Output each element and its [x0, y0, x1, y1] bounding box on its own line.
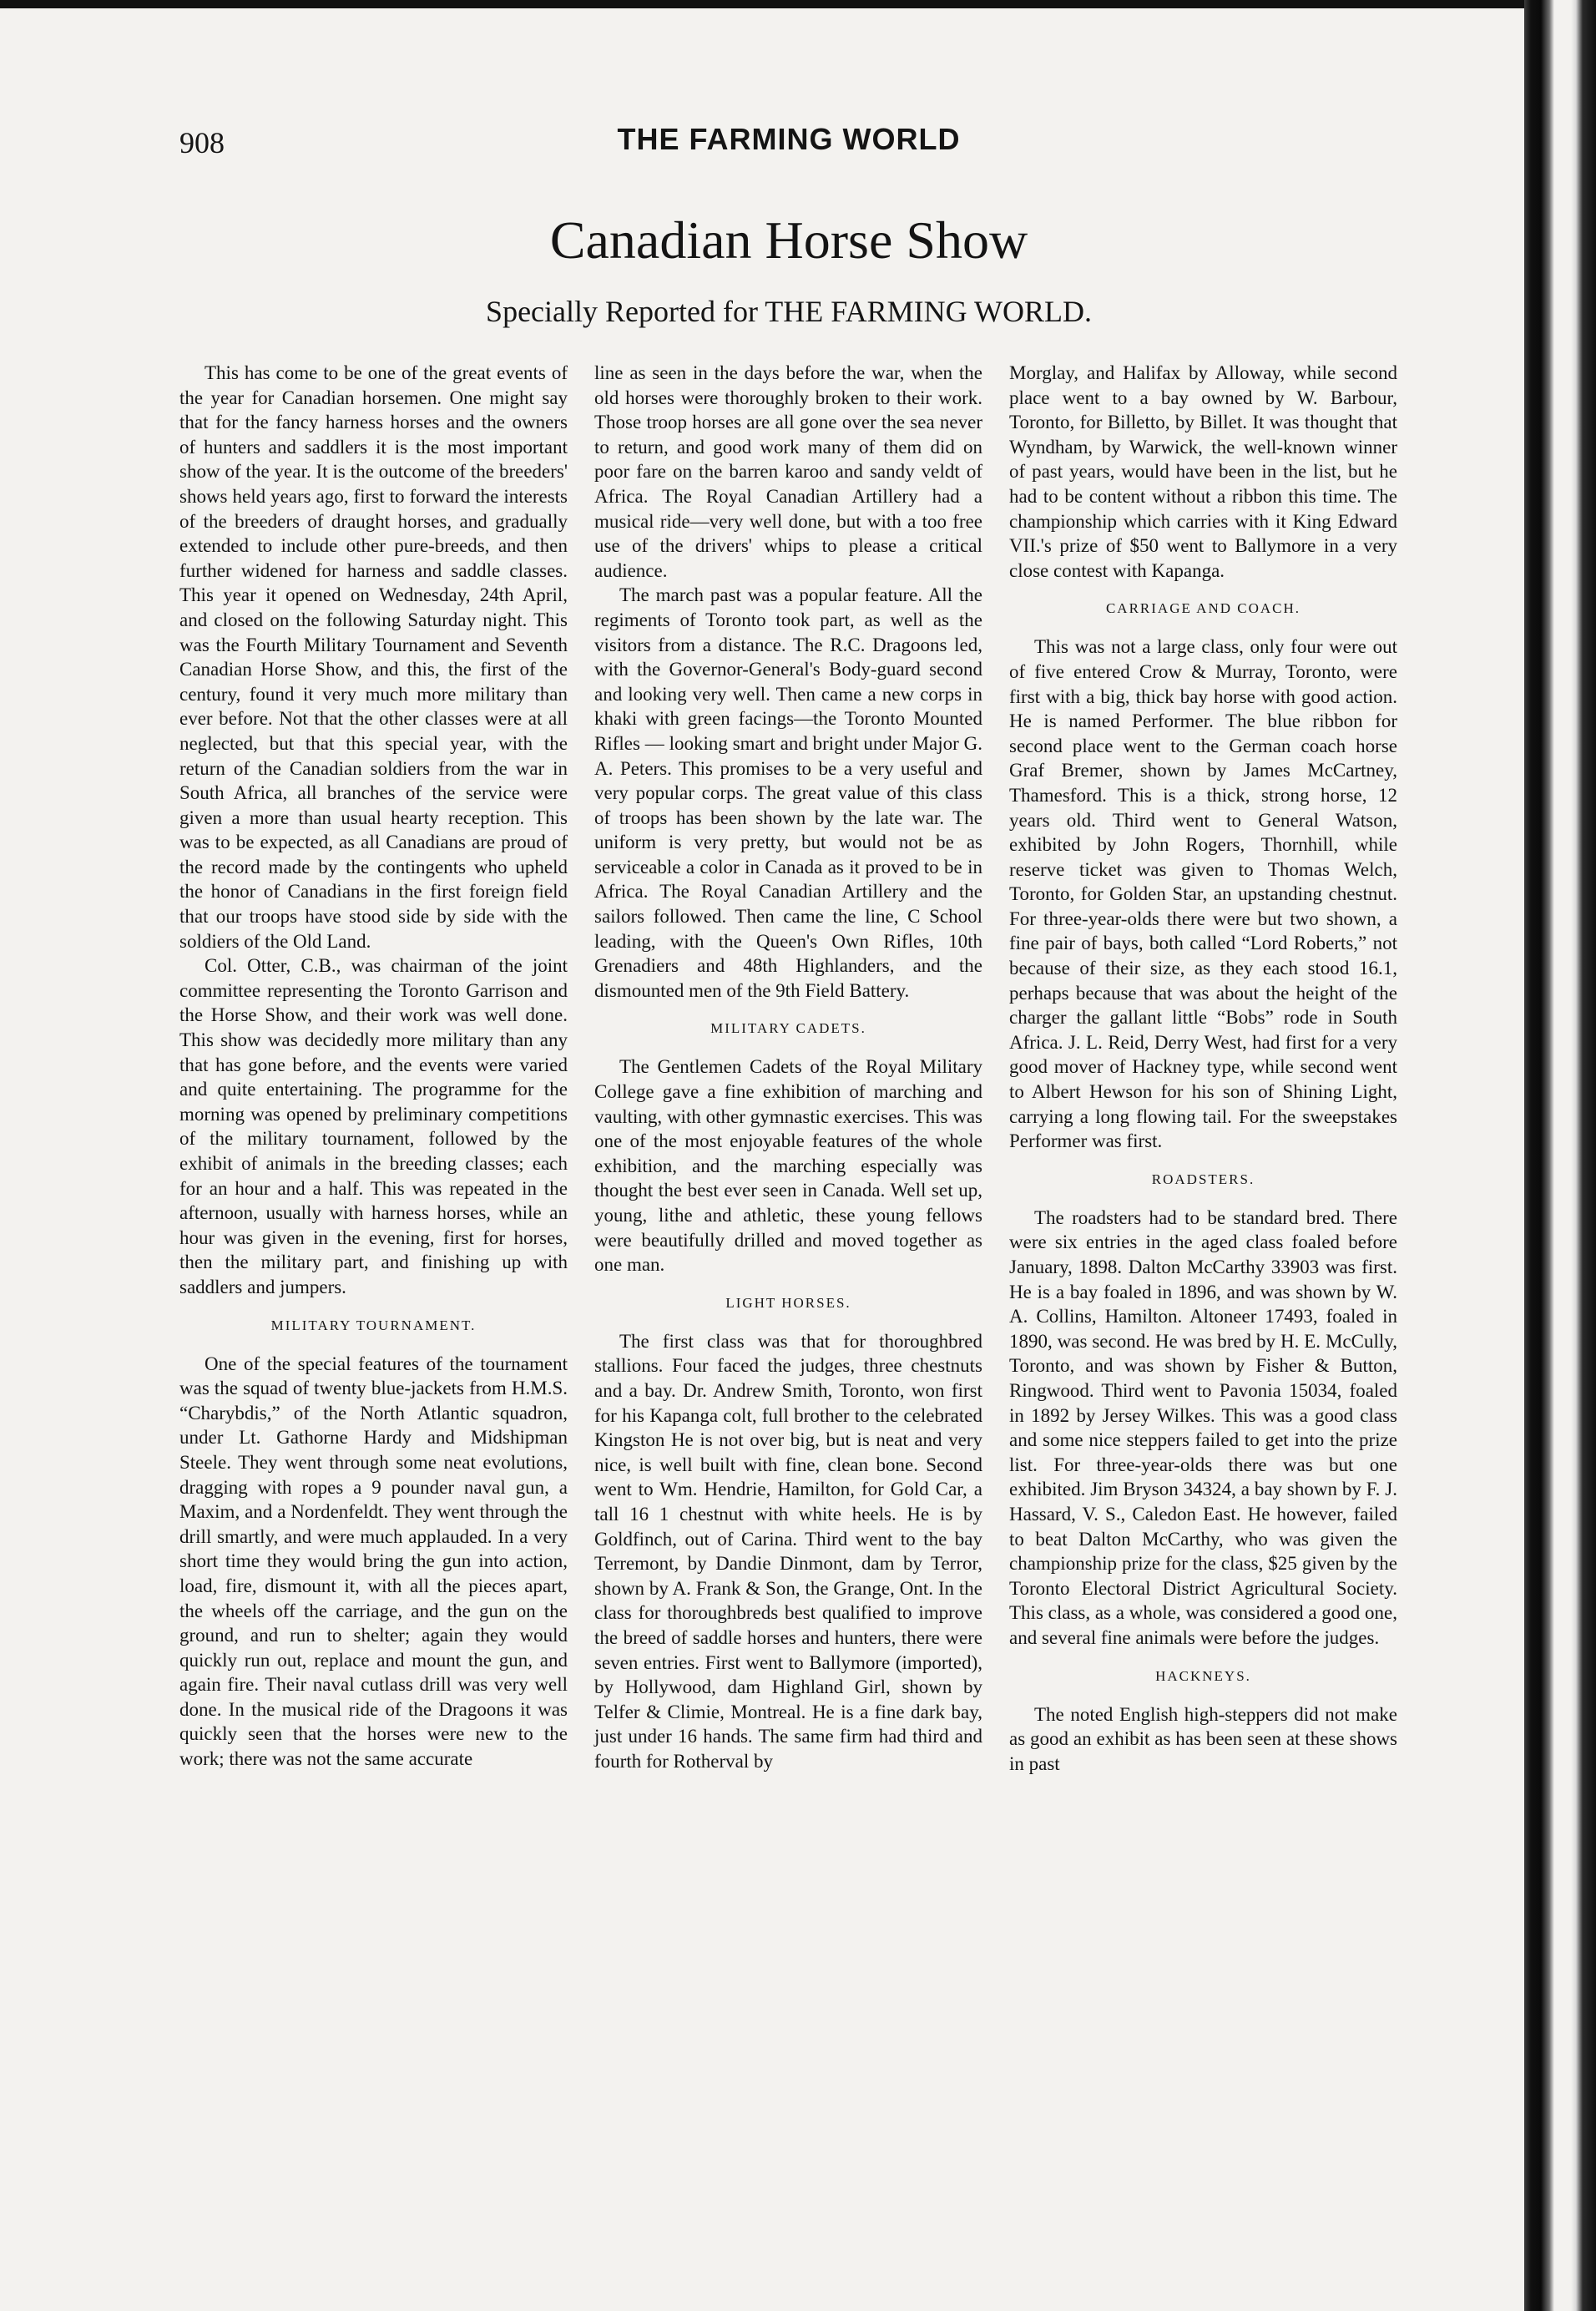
paragraph: This has come to be one of the great events of the year for Canadian horsemen. One might say that for the fancy harness horses and the owners of hunters and saddlers it is the most important show of the year. It is the outcome of the breeders' shows held years ago, first to forward the interests of the breeders of draught horses, and gradually extended to include other pure-breeds, and then further widened for harness and saddle classes. This year it opened on Wednesday, 24th April, and closed on the following Saturday night. This was the Fourth Military Tournament and Seventh Canadian Horse Show, and this, the first of the century, found it very much more military than ever before. Not that the other classes were at all neglected, but that this special year, with the return of the Canadian soldiers from the war in South Africa, all branches of the service were given a more than usual hearty reception. This was to be expected, as all Canadians are proud of the record made by the contingents who upheld the honor of Canadians in the first foreign field that our troops have stood side by side with the soldiers of the Old Land.: [179, 362, 568, 952]
paragraph: The march past was a popular feature. All the regiments of Toronto took part, as well as the visitors from a distance. The R.C. Dragoons led, with the Governor-General's Body-guard second and looking very well. Then came a new corps in khaki with green facings—the Toronto Mounted Rifles — looking smart and bright under Major G. A. Peters. This promises to be a very useful and very popular corps. The great value of this class of troops has been shown by the late war. The uniform is very pretty, but would not be as serviceable a color in Canada as it proved to be in Africa. The Royal Canadian Artillery and the sailors followed. Then came the line, C School leading, with the Queen's Own Rifles, 10th Grenadiers and 48th Highlanders, and the dismounted men of the 9th Field Battery.: [594, 584, 982, 1001]
scan-right-edge: [1524, 0, 1596, 2311]
paragraph-continued: line as seen in the days before the war, when the old horses were thoroughly broken to their work. Those troop horses are all gone over the sea never to return, and good work many of them did on poor fare on the barren karoo and sandy veldt of Africa. The Royal Canadian Artillery had a musical ride—very well done, but with a too free use of the drivers' whips to please a critical audience.: [594, 362, 982, 581]
paragraph: The Gentlemen Cadets of the Royal Military College gave a fine exhibition of marching and vaulting, with other gymnastic exercises. This was one of the most enjoyable features of the whole exhibition, and the marching especially was thought the best ever seen in Canada. Well set up, young, lithe and athletic, these young fellows were beautifully drilled and moved together as one man.: [594, 1056, 982, 1276]
paragraph: The roadsters had to be standard bred. There were six entries in the aged class foaled before January, 1898. Dalton McCarthy 33903 was first. He is a bay foaled in 1896, and was shown by W. A. Collins, Hamilton. Altoneer 17493, foaled in 1890, was second. He was bred by H. E. McCully, Toronto, and was shown by Fisher & Button, Ringwood. Third went to Pavonia 15034, foaled in 1892 by Jersey Wilkes. This was a good class and some nice steppers failed to get into the prize list. For three-year-olds there was but one exhibited. Jim Bryson 34324, a bay shown by F. J. Hassard, V. S., Caledon East. He however, failed to beat Dalton McCarthy, who was given the championship prize for the class, $25 given by the Toronto Electoral District Agricultural Society. This class, as a whole, was considered a good one, and several fine animals were before the judges.: [1009, 1206, 1397, 1648]
article-title: Canadian Horse Show: [549, 210, 1028, 270]
section-heading: ROADSTERS.: [1151, 1171, 1255, 1187]
scan-top-border: [0, 0, 1596, 8]
section-heading: CARRIAGE AND COACH.: [1105, 600, 1301, 617]
column-1: [179, 361, 568, 1776]
column-3: [1009, 361, 1397, 1776]
section-heading: LIGHT HORSES.: [725, 1294, 851, 1311]
section-heading: HACKNEYS.: [1155, 1667, 1251, 1684]
paragraph: The noted English high-steppers did not make as good an exhibit as has been seen at these shows in past: [1009, 1703, 1397, 1774]
article-body: [179, 361, 1398, 1776]
page-number: 908: [179, 126, 225, 159]
paragraph: Col. Otter, C.B., was chairman of the joint committee representing the Toronto Garrison and the Horse Show, and their work was well done. This show was decidedly more military than any that has gone before, and the events were varied and quite entertaining. The programme for the morning was opened by preliminary competitions of the military tournament, followed by the exhibit of animals in the breeding classes; each for an hour and a half. This was repeated in the afternoon, usually with harness horses, while an hour was given in the evening, first for horses, then the military part, and finishing up with saddlers and jumpers.: [179, 955, 568, 1297]
section-heading: MILITARY TOURNAMENT.: [270, 1317, 477, 1333]
paragraph: This was not a large class, only four were out of five entered Crow & Murray, Toronto, were first with a big, thick bay horse with good action. He is named Performer. The blue ribbon for second place went to the German coach horse Graf Bremer, shown by James McCartney, Thamesford. This is a thick, strong horse, 12 years old. Third went to General Watson, exhibited by John Rogers, Thornhill, while reserve ticket was given to Thomas Welch, Toronto, for Golden Star, an upstanding chestnut. For three-year-olds there were but two shown, a fine pair of bays, both called “Lord Roberts,” not because of their size, as they each stood 16.1, perhaps because that was about the height of the charger the gallant little “Bobs” rode in South Africa. J. L. Reid, Derry West, had first for a very good mover of Hackney type, while second went to Albert Hewson for his son of Shining Light, carrying a long flowing tail. For the sweepstakes Performer was first.: [1009, 636, 1397, 1152]
paragraph-continued: Morglay, and Halifax by Alloway, while second place went to a bay owned by W. Barbour, Toronto, for Billetto, by Billet. It was thought that Wyndham, by Warwick, the well-known winner of past years, would have been in the list, but he had to be content without a ribbon this time. The championship which carries with it King Edward VII.'s prize of $50 went to Ballymore in a very close contest with Kapanga.: [1009, 362, 1397, 581]
article-subtitle: Specially Reported for THE FARMING WORLD.: [486, 295, 1092, 328]
paragraph: One of the special features of the tournament was the squad of twenty blue-jackets from H.M.S. “Charybdis,” of the North Atlantic squadron, under Lt. Gathorne Hardy and Midshipman Steele. They went through some neat evolutions, dragging with ropes a 9 pounder naval gun, a Maxim, and a Nordenfeldt. They went through the drill smartly, and were much applauded. In a very short time they would bring the gun into action, load, fire, dismount it, with all the pieces apart, the wheels off the carriage, and the gun on the ground, and run to shelter; again they would quickly run out, replace and mount the gun, and again fire. Their naval cutlass drill was very well done. In the musical ride of the Dragoons it was quickly seen that the horses were new to the work; there was not the same accurate: [179, 1353, 568, 1770]
page: [179, 109, 1398, 1776]
page-header: [179, 109, 1398, 167]
publication-title: THE FARMING WORLD: [617, 122, 961, 156]
column-2: [594, 361, 982, 1776]
paragraph: The first class was that for thoroughbred stallions. Four faced the judges, three chestnuts and a bay. Dr. Andrew Smith, Toronto, won first for his Kapanga colt, full brother to the celebrated Kingston He is not over big, but is neat and very nice, is well built with fine, clean bone. Second went to Wm. Hendrie, Hamilton, for Gold Car, a tall 16 1 chestnut with white heels. He is by Goldfinch, out of Carina. Third went to the bay Terremont, by Dandie Dinmont, dam by Terror, shown by A. Frank & Son, the Grange, Ont. In the class for thoroughbreds best qualified to improve the breed of saddle horses and hunters, there were seven entries. First went to Ballymore (imported), by Hollywood, dam Highland Girl, shown by Telfer & Climie, Montreal. He is a fine dark bay, just under 16 hands. The same firm had third and fourth for Rotherval by: [594, 1330, 982, 1772]
section-heading: MILITARY CADETS.: [710, 1020, 866, 1037]
